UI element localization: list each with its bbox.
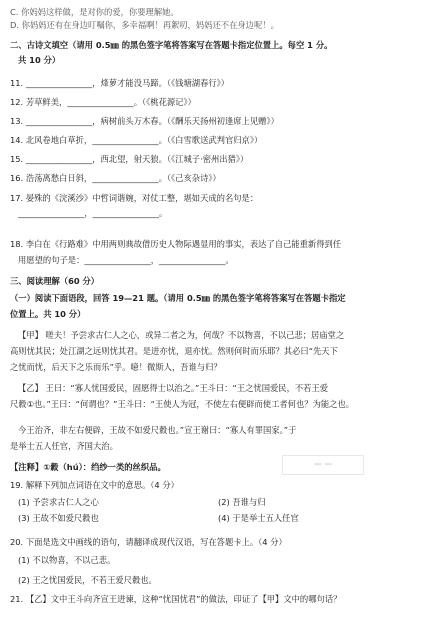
text-line: 高则忧其民；处江湖之远则忧其君。是进亦忧，退亦忧。然则何时而乐耶？其必曰“先天下	[10, 346, 338, 356]
text-line: 12. 芳草鲜美，________________。（《桃花源记》）	[10, 97, 196, 107]
text-line: 19. 解释下列加点词语在文中的意思。（4 分）	[10, 480, 179, 490]
text-line: 13. ________________，病树前头万木春。（《酬乐天扬州初逢席上见赠》）	[10, 116, 279, 126]
text-line: 15. ________________，西北望，射天狼。（《江城子·密州出猎》）	[10, 154, 249, 164]
right-item: (4) 于是举士五人任官	[218, 513, 299, 523]
text-line: 三、阅读理解（60 分）	[10, 276, 100, 286]
text-line: 【乙】 王曰：“寡人忧国爱民，固愿得士以治之。”王斗曰：“王之忧国爱民，不若王爱	[18, 383, 329, 393]
text-line: （一）阅读下面语段，回答 19—21 题。（请用 0.5㎜ 的黑色签字笔将答案写在答题卡指定	[10, 293, 346, 303]
text-line: 用愿望的句子是：________________，________________。	[18, 255, 234, 265]
right-item: (2) 吾谁与归	[218, 497, 266, 507]
text-line: 14. 北风卷地白草折，________________。（《白雪歌送武判官归京》）	[10, 135, 263, 145]
text-line: 21. 【乙】文中王斗向齐宣王进谏，这种“忧国忧君”的做法，印证了【甲】文中的哪句话？	[10, 594, 342, 604]
text-line: 【甲】 嗟夫！予尝求古仁人之心，或异二者之为，何哉？不以物喜，不以己悲；居庙堂之	[18, 330, 345, 340]
watermark: ━ ━	[282, 455, 364, 475]
text-line: 16. 浩荡离愁白日斜，________________。（《己亥杂诗》）	[10, 173, 221, 183]
text-line: 共 10 分）	[18, 55, 61, 65]
text-line: 之忧而忧，后天下之乐而乐”乎。噫！微斯人，吾谁与归？	[10, 362, 222, 372]
text-line: (2) 王之忧国爱民，不若王爱尺縠也。	[18, 575, 157, 585]
text-line: 是举士五人任官，齐国大治。	[10, 441, 118, 451]
text-line: 11. ________________，烽萝才能没马蹄。（《钱塘湖春行》）	[10, 78, 230, 88]
text-line: (1) 予尝求古仁人之心	[18, 497, 99, 507]
text-line: C. 你妈妈这样做，是对你的爱，你要理解她。	[10, 7, 179, 17]
text-line: 位置上。共 10 分）	[10, 309, 86, 319]
text-line: 今王治齐，非左右便辟，王故不如爱尺縠也。”宣王谢曰：“寡人有罪国家。”于	[18, 425, 297, 435]
text-line: D. 你妈妈还有在身边叮嘱你，多幸福啊！再絮叨，妈妈还不在身边呢！。	[10, 20, 279, 30]
text-line: 20. 下面是选文中画线的语句，请翻译成现代汉语，写在答题卡上。（4 分）	[10, 537, 287, 547]
text-line: 【注释】①縠（hú）：绉纱一类的丝织品。	[10, 462, 166, 472]
text-line: 18. 李白在《行路难》中用两则典故借历史人物际遇显用的事实，表达了自己能重新得到任	[10, 239, 342, 249]
text-line: 尺縠①也。”王曰：“何谓也？”王斗曰：“王使人为冠，不使左右便辟而使工者何也？为能之也。	[10, 399, 355, 409]
text-line: (1) 不以物喜，不以己悲。	[18, 555, 116, 565]
text-line: 二、古诗文填空（请用 0.5㎜ 的黑色签字笔将答案写在答题卡指定位置上。每空 1 分。	[10, 40, 333, 50]
text-line: (3) 王故不如爱尺縠也	[18, 513, 99, 523]
text-line: 17. 晏殊的《浣溪沙》中哲词谐婉，对仗工整，堪如天成的名句是：	[10, 193, 259, 203]
text-line: ________________，________________。	[18, 208, 168, 218]
